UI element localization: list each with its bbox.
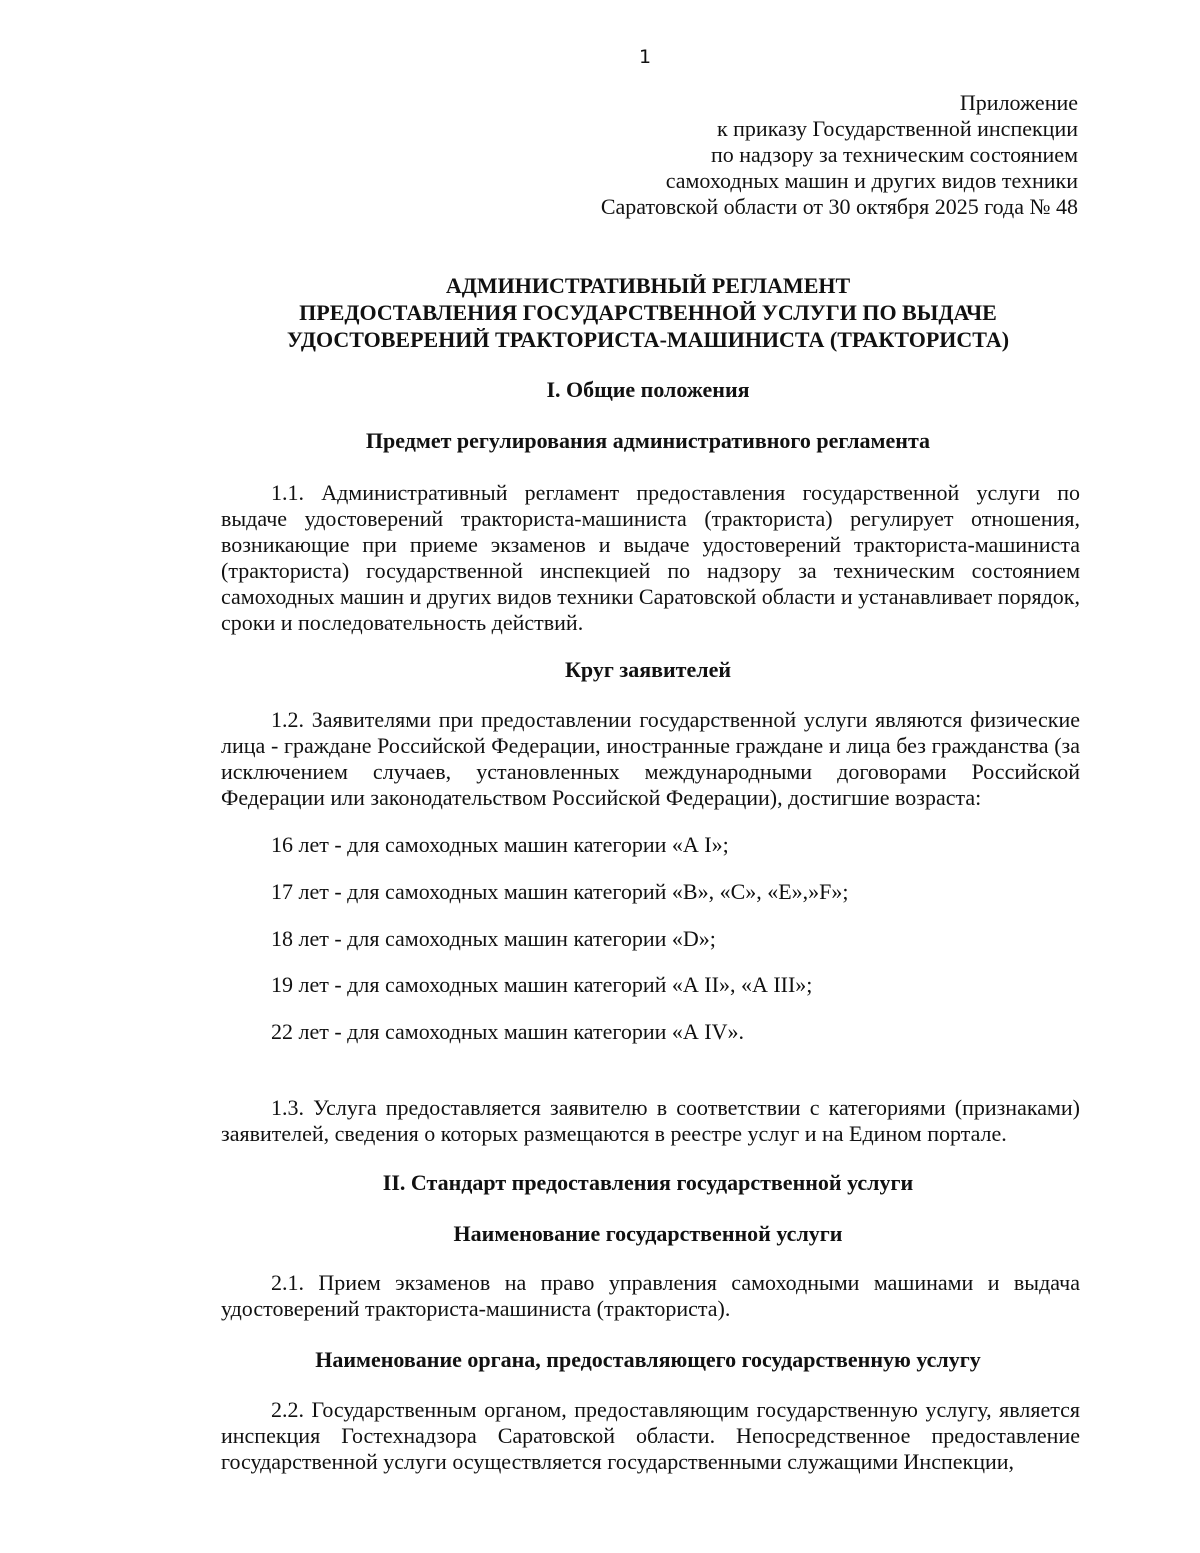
paragraph-1-1: 1.1. Административный регламент предоставления государственной услуги по выдаче удостоверений тракториста-машиниста (тракториста) регулирует отношения, возникающие при приеме экзаменов и выдаче удостоверений тракториста-машиниста (тракториста) государственной инспекцией по надзору за техническим состоянием самоходных машин и других видов техники Саратовской области и устанавливает порядок, сроки и последовательность действий. xyxy=(221,480,1080,635)
age-list-item: 18 лет - для самоходных машин категории «D»; xyxy=(271,926,716,951)
page-number: 1 xyxy=(638,46,652,68)
age-list-item: 19 лет - для самоходных машин категорий «А II», «А III»; xyxy=(271,972,813,997)
section-heading-applicants: Круг заявителей xyxy=(564,657,732,682)
appendix-line: Приложение xyxy=(959,90,1078,115)
document-title xyxy=(0,272,1200,353)
appendix-line: Саратовской области от 30 октября 2025 года № 48 xyxy=(600,194,1078,219)
title-line: ПРЕДОСТАВЛЕНИЯ ГОСУДАРСТВЕННОЙ УСЛУГИ ПО ВЫДАЧЕ xyxy=(299,300,997,325)
paragraph-1-2: 1.2. Заявителями при предоставлении государственной услуги являются физические лица - граждане Российской Федерации, иностранные граждане и лица без гражданства (за исключением случаев, установленных международными договорами Российской Федерации или законодательством Российской Федерации), достигшие возраста: xyxy=(221,707,1080,810)
age-list-item: 17 лет - для самоходных машин категорий «В», «С», «Е»,»F»; xyxy=(271,879,849,904)
title-line: УДОСТОВЕРЕНИЙ ТРАКТОРИСТА-МАШИНИСТА (ТРАКТОРИСТА) xyxy=(286,327,1010,352)
appendix-line: к приказу Государственной инспекции xyxy=(716,116,1078,141)
section-heading-authority-name: Наименование органа, предоставляющего государственную услугу xyxy=(315,1347,981,1372)
title-line: АДМИНИСТРАТИВНЫЙ РЕГЛАМЕНТ xyxy=(445,273,851,298)
paragraph-2-2: 2.2. Государственным органом, предоставляющим государственную услугу, является инспекция Гостехнадзора Саратовской области. Непосредственное предоставление государственной услуги осуществляется государственными служащими Инспекции, xyxy=(221,1397,1080,1474)
appendix-line: самоходных машин и других видов техники xyxy=(665,168,1078,193)
age-list-item: 16 лет - для самоходных машин категории «А I»; xyxy=(271,832,729,857)
appendix-line: по надзору за техническим состоянием xyxy=(711,142,1078,167)
section-heading-service-name: Наименование государственной услуги xyxy=(453,1221,843,1246)
appendix-header xyxy=(601,90,1078,220)
section-heading-general: I. Общие положения xyxy=(546,377,750,402)
section-heading-standard: II. Стандарт предоставления государственной услуги xyxy=(382,1170,914,1195)
paragraph-1-3: 1.3. Услуга предоставляется заявителю в соответствии с категориями (признаками) заявителей, сведения о которых размещаются в реестре услуг и на Едином портале. xyxy=(221,1095,1080,1146)
section-heading-subject: Предмет регулирования административного регламента xyxy=(365,428,931,453)
age-list-item: 22 лет - для самоходных машин категории «А IV». xyxy=(271,1019,744,1044)
paragraph-2-1: 2.1. Прием экзаменов на право управления самоходными машинами и выдача удостоверений тракториста-машиниста (тракториста). xyxy=(221,1270,1080,1321)
